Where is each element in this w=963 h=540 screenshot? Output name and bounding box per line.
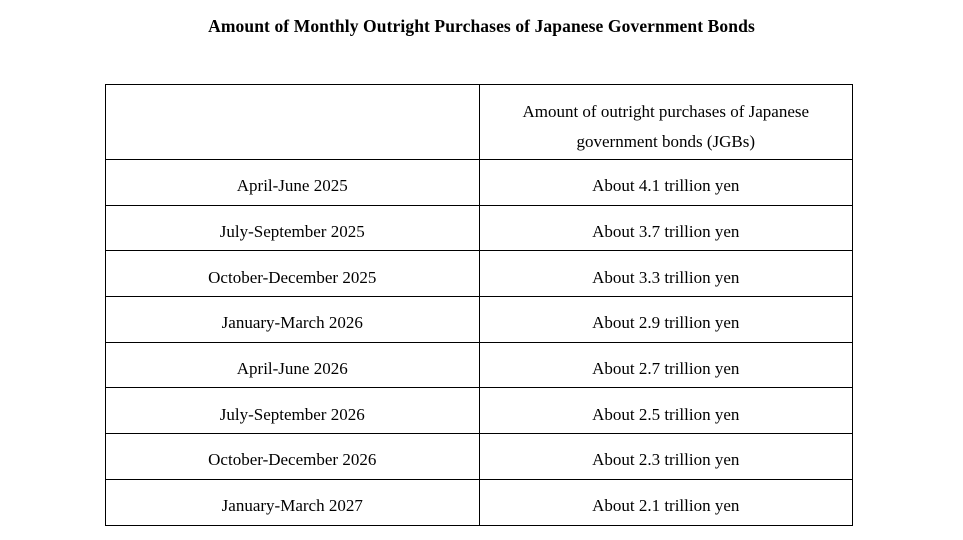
amount-cell: About 2.7 trillion yen bbox=[479, 342, 853, 388]
table-row bbox=[106, 342, 853, 388]
table-row bbox=[106, 434, 853, 480]
table-row bbox=[106, 205, 853, 251]
table-row bbox=[106, 251, 853, 297]
page-title: Amount of Monthly Outright Purchases of Japanese Government Bonds bbox=[208, 16, 755, 36]
table-row bbox=[106, 388, 853, 434]
table-row bbox=[106, 160, 853, 206]
jgb-purchases-table bbox=[105, 84, 853, 526]
period-column-header bbox=[106, 85, 480, 160]
period-cell: April-June 2026 bbox=[106, 342, 480, 388]
amount-cell: About 2.1 trillion yen bbox=[479, 479, 853, 525]
amount-cell: About 3.7 trillion yen bbox=[479, 205, 853, 251]
amount-cell: About 4.1 trillion yen bbox=[479, 160, 853, 206]
period-cell: July-September 2025 bbox=[106, 205, 480, 251]
period-cell: October-December 2026 bbox=[106, 434, 480, 480]
table-row bbox=[106, 297, 853, 343]
amount-column-header: Amount of outright purchases of Japanese government bonds (JGBs) bbox=[479, 85, 853, 160]
period-cell: October-December 2025 bbox=[106, 251, 480, 297]
amount-cell: About 2.9 trillion yen bbox=[479, 297, 853, 343]
table-header-row bbox=[106, 85, 853, 160]
period-cell: April-June 2025 bbox=[106, 160, 480, 206]
period-cell: January-March 2027 bbox=[106, 479, 480, 525]
amount-cell: About 2.3 trillion yen bbox=[479, 434, 853, 480]
amount-cell: About 2.5 trillion yen bbox=[479, 388, 853, 434]
period-cell: July-September 2026 bbox=[106, 388, 480, 434]
period-cell: January-March 2026 bbox=[106, 297, 480, 343]
table-row bbox=[106, 479, 853, 525]
amount-cell: About 3.3 trillion yen bbox=[479, 251, 853, 297]
